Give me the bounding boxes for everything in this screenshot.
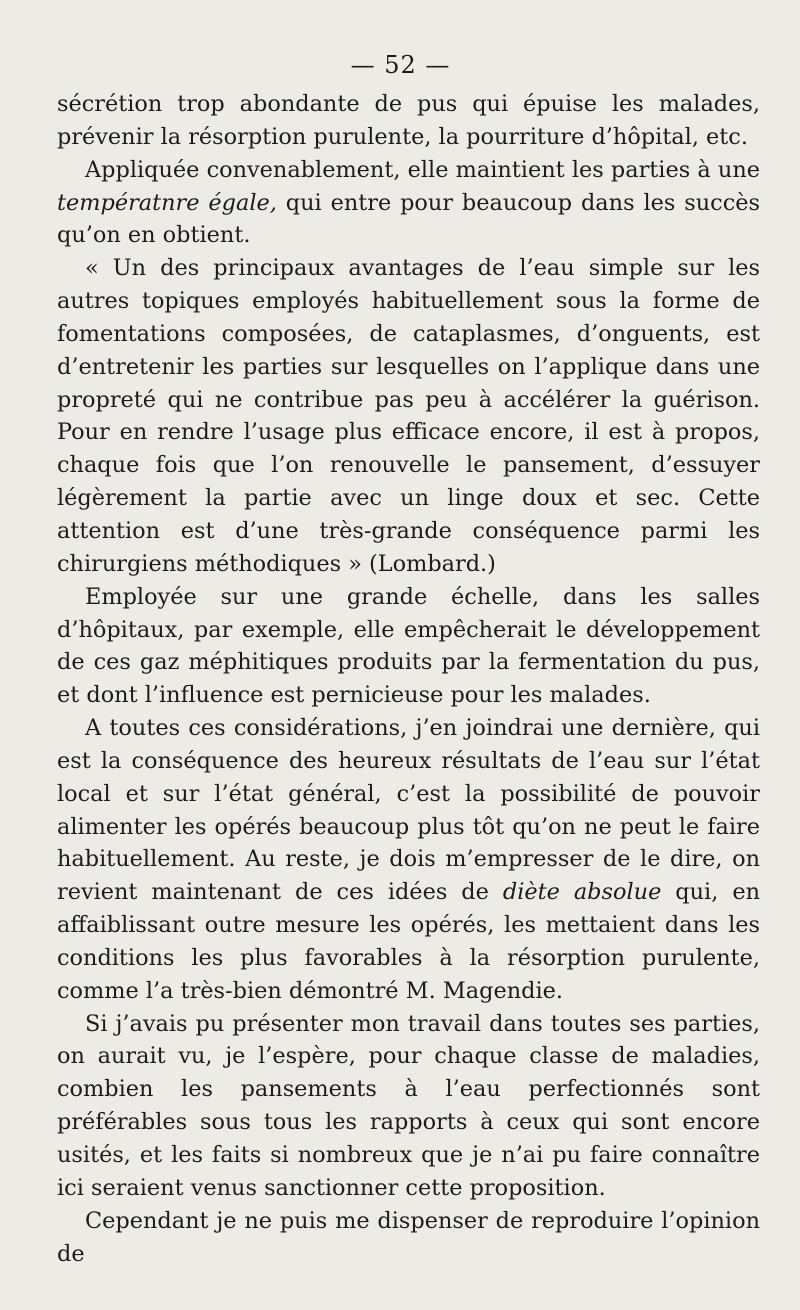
text-run: Cependant je ne puis me dispenser de reproduire l’opinion de [57, 1207, 760, 1267]
text-run: Employée sur une grande échelle, dans les salles d’hôpitaux, par exemple, elle empêcherait le développement de ces gaz méphitiques produits par la fermentation du pus, et dont l’influence est pernicieuse pour les malades. [57, 583, 760, 709]
text-run: qui, en affaiblissant outre mesure les opérés, les mettaient dans les conditions les plus favorables à la résorption purulente, comme l’a très-bien démontré M. Magendie. [57, 879, 760, 1004]
text-run: Appliquée convenablement, elle maintient les parties à une [85, 156, 760, 183]
italic-text: températnre égale, [57, 189, 277, 216]
italic-text: diète absolue [502, 879, 662, 906]
paragraph-p2 [57, 154, 760, 253]
paragraph-p3 [57, 252, 760, 580]
paragraph-p6 [57, 1008, 760, 1205]
paragraph-p1 [57, 88, 760, 154]
page-number: — 52 — [350, 51, 451, 79]
text-run: A toutes ces considérations, j’en joindrai une dernière, qui est la conséquence des heureux résultats de l’eau sur l’état local et sur l’état général, c’est la possibilité de pouvoir alimenter les opérés beaucoup plus tôt qu’on ne peut le faire habituellement. Au reste, je dois m’empresser de le dire, on revient maintenant de ces idées de [57, 715, 760, 906]
body-text [57, 88, 760, 1270]
text-run: « Un des principaux avantages de l’eau simple sur les autres topiques employés habituellement sous la forme de fomentations composées, de cataplasmes, d’onguents, est d’entretenir les parties sur lesquelles on l’applique dans une propreté qui ne contribue pas peu à accélérer la guérison. Pour en rendre l’usage plus efficace encore, il est à propos, chaque fois que l’on renouvelle le pansement, d’essuyer légèrement la partie avec un linge doux et sec. Cette attention est d’une très-grande conséquence parmi les chirurgiens méthodiques » (Lombard.) [57, 255, 760, 577]
paragraph-p7 [57, 1205, 760, 1271]
text-run: Si j’avais pu présenter mon travail dans toutes ses parties, on aurait vu, je l’espère, pour chaque classe de maladies, combien les pansements à l’eau perfectionnés sont préférables sous tous les rapports à ceux qui sont encore usités, et les faits si nombreux que je n’ai pu faire connaître ici seraient venus sanctionner cette proposition. [57, 1010, 760, 1201]
paragraph-p5 [57, 712, 760, 1008]
text-run: sécrétion trop abondante de pus qui épuise les malades, prévenir la résorption purulente, la pourriture d’hôpital, etc. [57, 91, 760, 150]
text-run: qui entre pour beaucoup dans les succès qu’on en obtient. [57, 189, 760, 249]
paragraph-p4 [57, 581, 760, 712]
